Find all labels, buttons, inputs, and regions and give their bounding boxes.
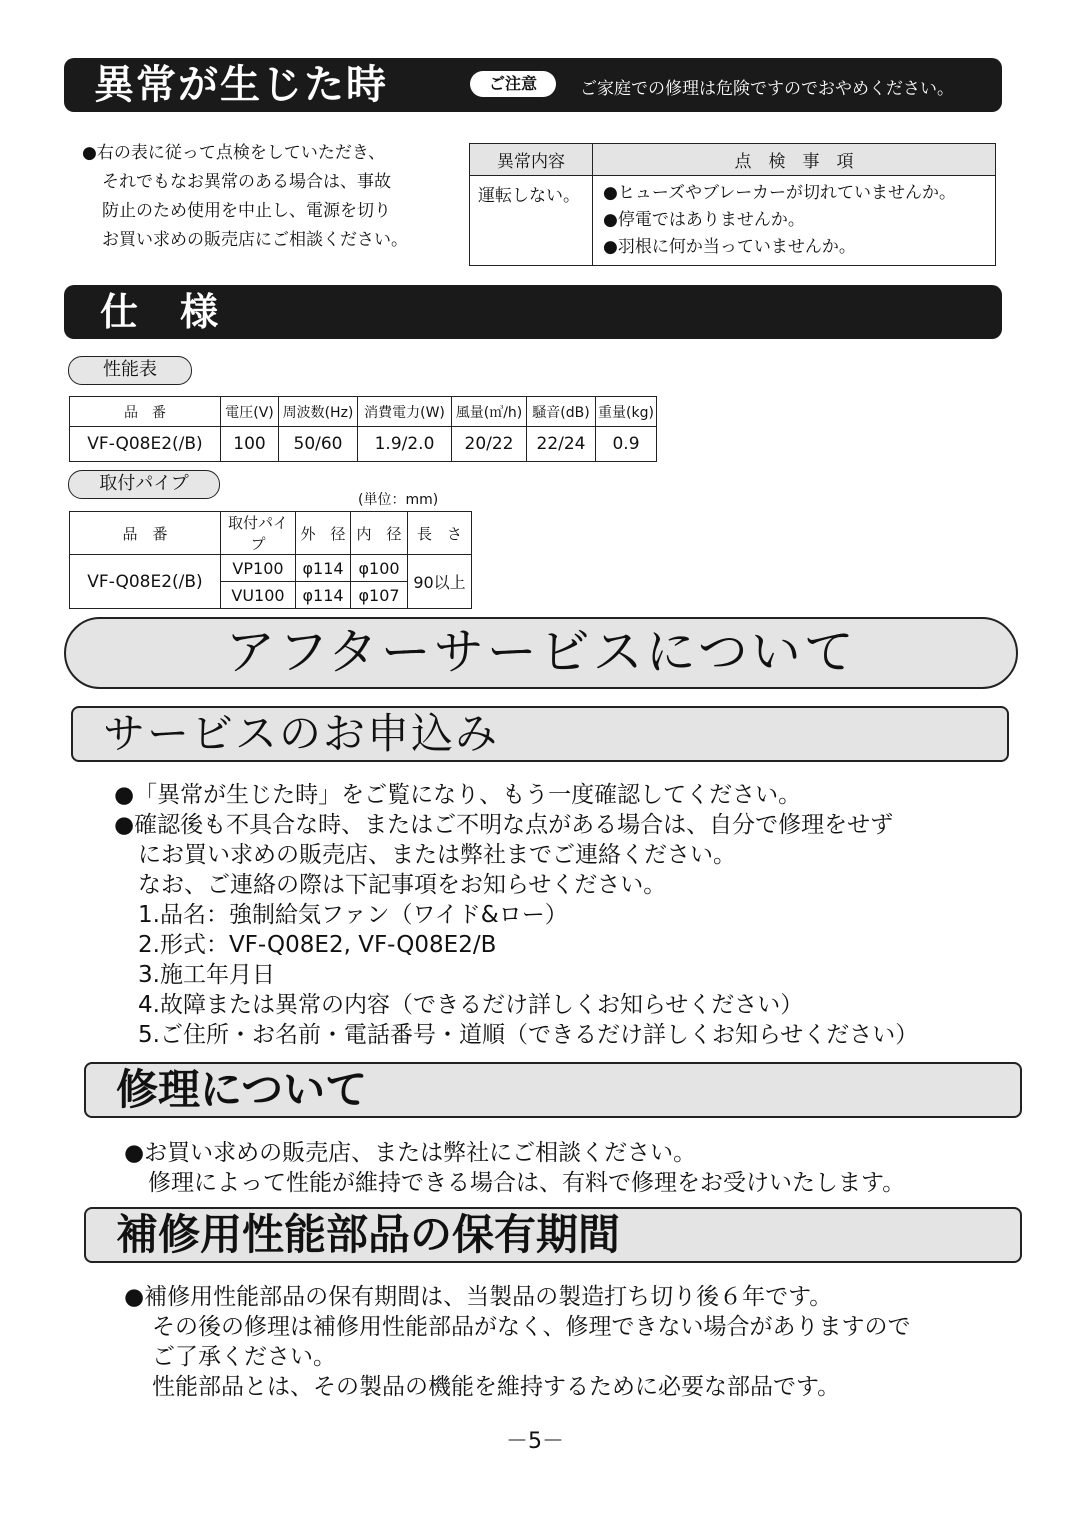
parts-line: その後の修理は補修用性能部品がなく、修理できない場合がありますので	[152, 1314, 911, 1340]
request-line: 5.ご住所・お名前・電話番号・道順（できるだけ詳しくお知らせください）	[138, 1022, 919, 1048]
perf-header: 重量(kg)	[596, 397, 657, 427]
service-request-body	[114, 780, 918, 1050]
parts-line: ●補修用性能部品の保有期間は、当製品の製造打ち切り後６年です。	[124, 1284, 833, 1310]
performance-pill: 性能表	[68, 356, 192, 385]
perf-header: 品 番	[70, 397, 221, 427]
pipe-pill: 取付パイプ	[68, 470, 220, 499]
col-check-header: 点 検 事 項	[593, 144, 996, 176]
malfunction-intro	[82, 139, 408, 255]
after-service-title: アフターサービスについて	[64, 617, 1018, 689]
perf-header: 電圧(V)	[221, 397, 279, 427]
malfunction-header-bar	[64, 58, 1002, 112]
perf-cell-power: 1.9/2.0	[358, 427, 452, 462]
intro-line: ●右の表に従って点検をしていただき、	[82, 143, 386, 163]
symptom-cell: 運転しない。	[470, 176, 593, 266]
pipe-type-cell: VP100	[221, 555, 296, 582]
repair-header	[84, 1062, 1022, 1118]
check-item: ●ヒューズやブレーカーが切れていませんか。	[603, 183, 956, 203]
repair-line: ●お買い求めの販売店、または弊社にご相談ください。	[124, 1140, 697, 1166]
repair-title: 修理について	[116, 1065, 368, 1114]
col-symptom-header: 異常内容	[470, 144, 593, 176]
pipe-outer-cell: φ114	[296, 555, 351, 582]
pipe-model-cell: VF-Q08E2(/B)	[70, 555, 221, 609]
perf-cell-model: VF-Q08E2(/B)	[70, 427, 221, 462]
check-item: ●停電ではありませんか。	[603, 210, 805, 230]
check-table	[469, 143, 996, 266]
perf-cell-airflow: 20/22	[452, 427, 527, 462]
parts-line: ご了承ください。	[152, 1344, 336, 1370]
pipe-header: 品 番	[70, 512, 221, 555]
malfunction-title: 異常が生じた時	[94, 62, 388, 108]
perf-header: 消費電力(W)	[358, 397, 452, 427]
intro-line: お買い求めの販売店にご相談ください。	[102, 230, 408, 250]
service-request-header	[71, 706, 1009, 762]
perf-header: 周波数(Hz)	[279, 397, 358, 427]
pipe-length-cell: 90以上	[408, 555, 472, 609]
perf-header: 騒音(dB)	[527, 397, 596, 427]
perf-cell-frequency: 50/60	[279, 427, 358, 462]
request-line: なお、ご連絡の際は下記事項をお知らせください。	[138, 872, 667, 898]
intro-line: 防止のため使用を中止し、電源を切り	[102, 201, 391, 221]
check-item: ●羽根に何か当っていませんか。	[603, 237, 856, 257]
request-line: 1.品名：強制給気ファン（ワイド&ロー）	[138, 902, 568, 928]
request-line: ●確認後も不具合な時、またはご不明な点がある場合は、自分で修理をせず	[114, 812, 894, 838]
repair-body	[124, 1138, 905, 1198]
request-line: 3.施工年月日	[138, 962, 275, 988]
request-line: 2.形式：VF-Q08E2, VF-Q08E2/B	[138, 932, 497, 958]
caution-badge: ご注意	[470, 71, 556, 97]
request-line: にお買い求めの販売店、または弊社までご連絡ください。	[138, 842, 736, 868]
pipe-inner-cell: φ107	[351, 582, 408, 609]
unit-note: (単位：mm)	[358, 492, 439, 508]
perf-cell-weight: 0.9	[596, 427, 657, 462]
parts-header	[84, 1207, 1022, 1263]
parts-body	[124, 1282, 911, 1402]
pipe-header: 内 径	[351, 512, 408, 555]
caution-text: ご家庭での修理は危険ですのでおやめください。	[580, 79, 954, 99]
performance-table	[69, 396, 657, 462]
perf-cell-noise: 22/24	[527, 427, 596, 462]
parts-line: 性能部品とは、その製品の機能を維持するために必要な部品です。	[152, 1374, 841, 1400]
pipe-type-cell: VU100	[221, 582, 296, 609]
pipe-inner-cell: φ100	[351, 555, 408, 582]
pipe-table	[69, 511, 472, 609]
pipe-header: 長 さ	[408, 512, 472, 555]
parts-title: 補修用性能部品の保有期間	[116, 1210, 621, 1259]
perf-cell-voltage: 100	[221, 427, 279, 462]
pipe-header: 取付パイプ	[221, 512, 296, 555]
spec-header-bar	[64, 285, 1002, 339]
page-number: －5－	[506, 1429, 564, 1454]
request-line: ●「異常が生じた時」をご覧になり、もう一度確認してください。	[114, 782, 802, 808]
pipe-outer-cell: φ114	[296, 582, 351, 609]
request-line: 4.故障または異常の内容（できるだけ詳しくお知らせください）	[138, 992, 804, 1018]
service-request-title: サービスのお申込み	[103, 709, 500, 758]
check-items	[593, 176, 996, 266]
perf-header: 風量(㎥/h)	[452, 397, 527, 427]
intro-line: それでもなお異常のある場合は、事故	[102, 172, 391, 192]
pipe-header: 外 径	[296, 512, 351, 555]
repair-line: 修理によって性能が維持できる場合は、有料で修理をお受けいたします。	[148, 1170, 906, 1196]
spec-title: 仕 様	[100, 290, 221, 334]
